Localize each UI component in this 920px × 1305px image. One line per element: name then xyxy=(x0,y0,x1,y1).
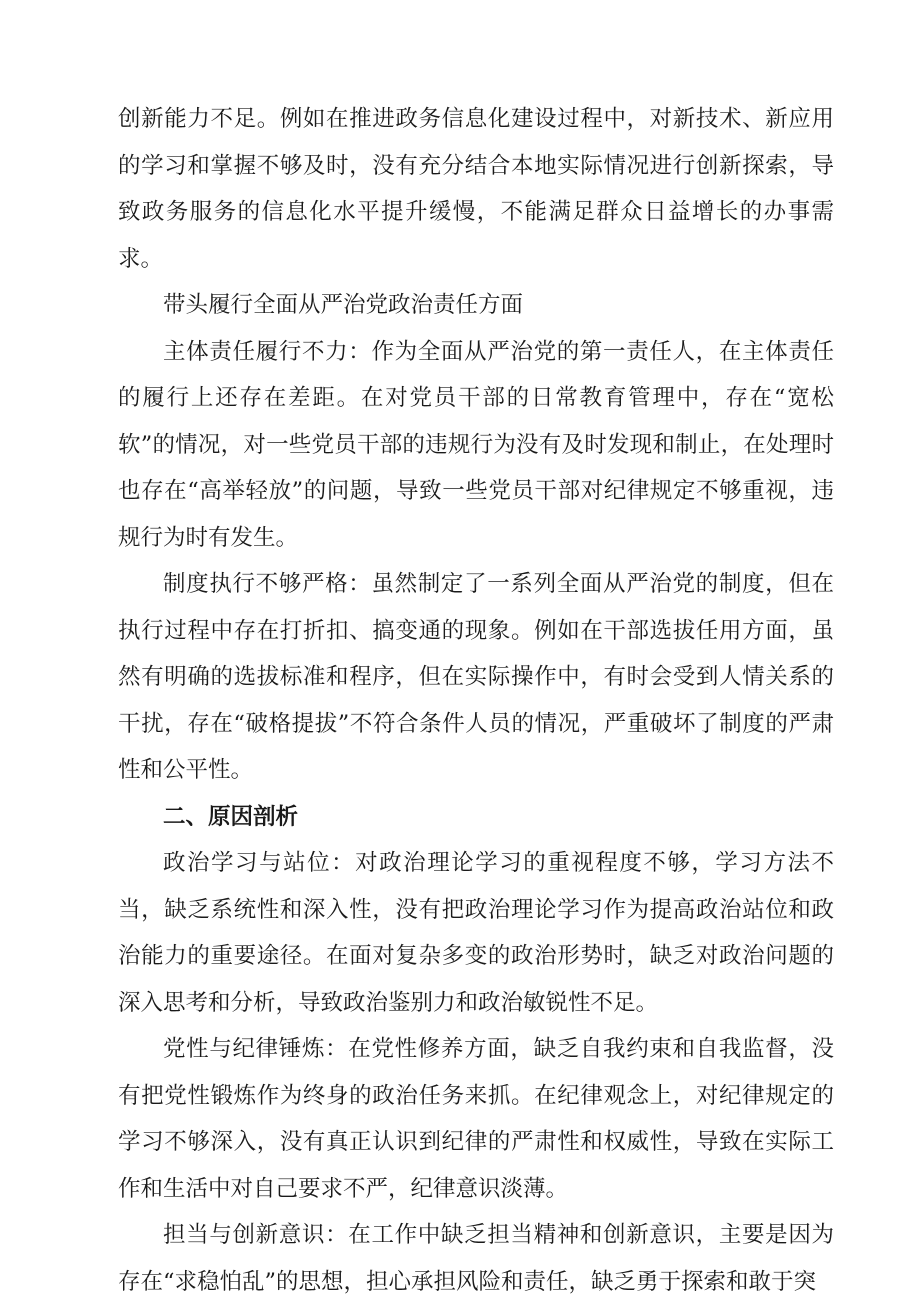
paragraph-innovation-shortfall: 创新能力不足。例如在推进政务信息化建设过程中，对新技术、新应用的学习和掌握不够及时，没有充分结合本地实际情况进行创新探索，导致政务服务的信息化水平提升缓慢，不能满足群众日益增长的办事需求。 xyxy=(118,106,834,272)
section-subheading-party-governance: 带头履行全面从严治党政治责任方面 xyxy=(163,292,524,318)
paragraph-system-execution: 制度执行不够严格：虽然制定了一系列全面从严治党的制度，但在执行过程中存在打折扣、搞变通的现象。例如在干部选拔任用方面，虽然有明确的选拔标准和程序，但在实际操作中，有时会受到人情关系的干扰，存在“破格提拔”不符合条件人员的情况，严重破坏了制度的严肃性和公平性。 xyxy=(118,571,834,783)
paragraph-party-discipline: 党性与纪律锤炼：在党性修养方面，缺乏自我约束和自我监督，没有把党性锻炼作为终身的政治任务来抓。在纪律观念上，对纪律规定的学习不够深入，没有真正认识到纪律的严肃性和权威性，导致在实际工作和生活中对自己要求不严，纪律意识淡薄。 xyxy=(118,1036,834,1202)
paragraph-main-responsibility: 主体责任履行不力：作为全面从严治党的第一责任人，在主体责任的履行上还存在差距。在对党员干部的日常教育管理中，存在“宽松软”的情况，对一些党员干部的违规行为没有及时发现和制止，在处理时也存在“高举轻放”的问题，导致一些党员干部对纪律规定不够重视，违规行为时有发生。 xyxy=(118,338,834,551)
document-body xyxy=(118,96,834,1305)
paragraph-political-study: 政治学习与站位：对政治理论学习的重视程度不够，学习方法不当，缺乏系统性和深入性，没有把政治理论学习作为提高政治站位和政治能力的重要途径。在面对复杂多变的政治形势时，缺乏对政治问题的深入思考和分析，导致政治鉴别力和政治敏锐性不足。 xyxy=(118,850,834,1016)
paragraph-responsibility-innovation: 担当与创新意识：在工作中缺乏担当精神和创新意识，主要是因为存在“求稳怕乱”的思想，担心承担风险和责任，缺乏勇于探索和敢于突 xyxy=(118,1222,834,1295)
section-heading-cause-analysis: 二、原因剖析 xyxy=(163,803,299,830)
